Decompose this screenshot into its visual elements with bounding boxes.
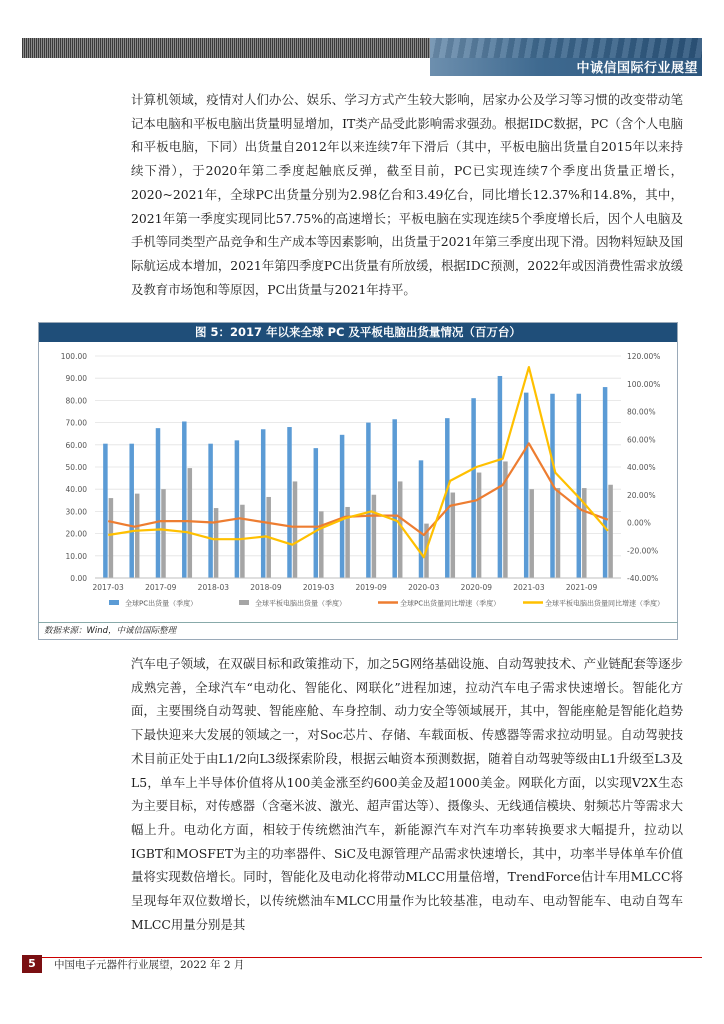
figure-source: 数据来源：Wind，中诚信国际整理 — [44, 626, 177, 636]
x-tick-label: 2017-09 — [145, 583, 177, 592]
bar-pc — [156, 428, 161, 578]
x-tick-label: 2021-03 — [513, 583, 545, 592]
legend-swatch — [239, 600, 249, 605]
bar-tablet — [109, 498, 114, 578]
y-left-tick-label: 0.00 — [70, 574, 87, 583]
chart-svg — [39, 342, 677, 638]
bar-pc — [498, 376, 503, 578]
bar-pc — [340, 435, 345, 578]
y-right-tick-label: -40.00% — [627, 574, 659, 583]
bar-tablet — [477, 473, 482, 578]
x-tick-label: 2020-09 — [460, 583, 493, 592]
y-left-tick-label: 50.00 — [65, 463, 87, 472]
bar-tablet — [319, 511, 324, 578]
chart-legend — [109, 599, 664, 608]
bar-tablet — [135, 494, 140, 578]
y-left-tick-label: 90.00 — [65, 374, 87, 384]
legend-label: 全球PC出货量（季度） — [125, 599, 198, 608]
bar-tablet — [556, 488, 561, 578]
y-right-tick-label: 20.00% — [627, 490, 656, 500]
bar-tablet — [161, 489, 166, 578]
y-left-tick-label: 40.00 — [65, 485, 87, 495]
bar-pc — [103, 444, 108, 578]
y-right-tick-label: 80.00% — [627, 407, 656, 417]
figure-source-divider — [38, 622, 678, 623]
bar-pc — [603, 387, 608, 578]
bar-pc — [445, 418, 450, 578]
y-left-tick-label: 20.00 — [65, 529, 87, 539]
y-right-tick-label: 120.00% — [627, 352, 661, 361]
x-tick-label: 2018-09 — [250, 583, 282, 592]
bar-tablet — [372, 495, 377, 578]
bar-pc — [524, 393, 529, 578]
y-left-tick-label: 10.00 — [65, 551, 87, 561]
body-paragraph-1: 计算机领域，疫情对人们办公、娱乐、学习方式产生较大影响，居家办公及学习等习惯的改变带动笔记本电脑和平板电脑出货量明显增加，IT类产品受此影响需求强劲。根据IDC数据，PC（含个人电脑和平板电脑，下同）出货量自2012年以来连续7年下滑后（其中，平板电脑出货量自2015年以来持续下滑），于2020年第二季度起触底反弹，截至目前，PC已实现连续7个季度出货量正增长，2020~2021年，全球PC出货量分别为2.98亿台和3.49亿台，同比增长12.37%和14.8%，其中，2021年第一季度实现同比57.75%的高速增长；平板电脑在实现连续5个季度增长后，因个人电脑及手机等同类型产品竞争和生产成本等因素影响，出货量于2021年第三季度出现下滑。因物料短缺及国际航运成本增加，2021年第四季度PC出货量有所放缓，根据IDC预测，2022年或因消费性需求放缓及教育市场饱和等原因，PC出货量与2021年持平。 — [131, 92, 683, 297]
bar-pc — [419, 460, 424, 578]
y-right-tick-label: 100.00% — [627, 379, 661, 389]
bar-pc — [314, 448, 319, 578]
header-title: 中诚信国际行业展望 — [576, 61, 698, 76]
legend-label: 全球平板电脑出货量（季度） — [255, 599, 346, 608]
bar-pc — [577, 394, 582, 578]
x-tick-label: 2019-09 — [355, 583, 387, 592]
x-tick-label: 2017-03 — [92, 583, 124, 592]
bar-pc — [182, 421, 187, 578]
y-left-tick-label: 80.00 — [65, 396, 87, 406]
bar-pc — [261, 429, 266, 578]
bar-pc — [287, 427, 292, 578]
legend-label: 全球平板电脑出货量同比增速（季度） — [545, 599, 664, 608]
page-number: 5 — [22, 955, 42, 973]
figure-5 — [38, 322, 678, 640]
bar-pc — [471, 398, 476, 578]
bar-tablet — [188, 468, 193, 578]
y-left-tick-label: 60.00 — [65, 440, 87, 450]
bar-tablet — [214, 508, 219, 578]
figure-title: 图 5：2017 年以来全球 PC 及平板电脑出货量情况（百万台） — [39, 323, 677, 342]
x-tick-label: 2021-09 — [565, 583, 598, 592]
y-left-tick-label: 30.00 — [65, 507, 87, 517]
y-right-tick-label: 0.00% — [627, 518, 651, 528]
x-tick-label: 2020-03 — [408, 583, 440, 592]
bar-tablet — [529, 489, 534, 578]
bar-tablet — [293, 481, 298, 578]
y-right-tick-label: 40.00% — [627, 463, 656, 472]
bar-tablet — [398, 481, 403, 578]
bar-tablet — [608, 485, 613, 578]
x-tick-label: 2019-03 — [302, 583, 335, 592]
x-tick-label: 2018-03 — [197, 583, 230, 592]
legend-swatch — [109, 600, 119, 605]
footer-text: 中国电子元器件行业展望，2022 年 2 月 — [54, 959, 245, 971]
legend-label: 全球PC出货量同比增速（季度） — [400, 599, 501, 608]
y-left-tick-label: 100.00 — [60, 352, 87, 361]
chart-bars — [103, 376, 613, 578]
y-right-tick-label: -20.00% — [627, 546, 659, 556]
bar-pc — [208, 444, 213, 578]
y-left-tick-label: 70.00 — [65, 418, 87, 428]
bar-pc — [235, 440, 240, 578]
body-paragraph-2: 汽车电子领域，在双碳目标和政策推动下，加之5G网络基础设施、自动驾驶技术、产业链配套等逐步成熟完善，全球汽车“电动化、智能化、网联化”进程加速，拉动汽车电子需求快速增长。智能化方面，主要围绕自动驾驶、智能座舱、车身控制、动力安全等领域展开，其中，智能座舱是智能化趋势下最快迎来大发展的领域之一，对Soc芯片、存储、车载面板、传感器等需求拉动明显。自动驾驶技术目前正处于由L1/2向L3级探索阶段，根据云岫资本预测数据，随着自动驾驶等级由L1升级至L3及L5，单车上半导体价值将从100美金涨至约600美金及超1000美金。网联化方面，以实现V2X生态为主要目标，对传感器（含毫米波、激光、超声雷达等）、摄像头、无线通信模块、射频芯片等需求大幅上升。电动化方面，相较于传统燃油汽车，新能源汽车对汽车功率转换要求大幅提升，拉动以IGBT和MOSFET为主的功率器件、SiC及电源管理产品需求快速增长，其中，功率半导体单车价值量将实现数倍增长。同时，智能化及电动化将带动MLCC用量倍增，TrendForce估计车用MLCC将呈现每年双位数增长，以传统燃油车MLCC用量作为比较基准，电动车、电动智能车、电动自驾车MLCC用量分别是其 — [131, 656, 683, 932]
bar-pc — [392, 419, 397, 578]
bar-tablet — [240, 505, 245, 578]
bar-pc — [366, 423, 371, 578]
y-right-tick-label: 60.00% — [627, 435, 656, 445]
bar-pc — [129, 444, 134, 578]
